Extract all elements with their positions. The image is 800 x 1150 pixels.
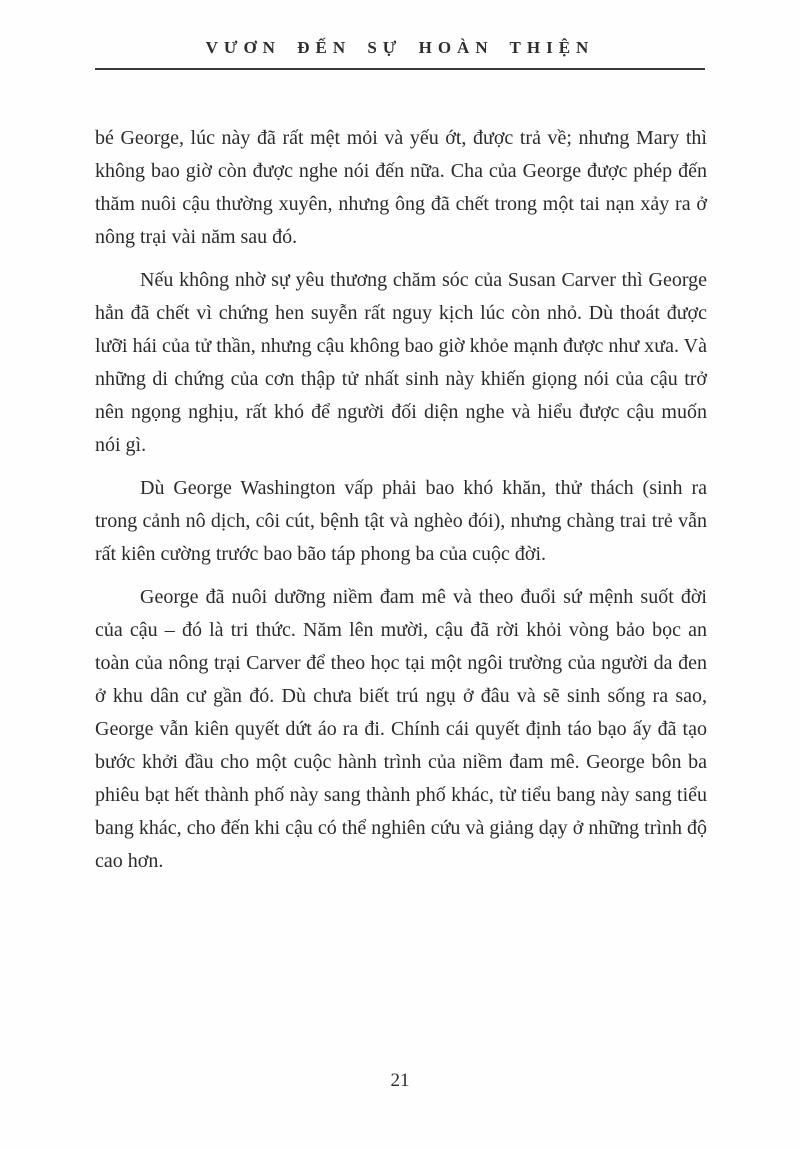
header-divider: [95, 68, 705, 70]
page-footer: [0, 1070, 800, 1092]
page-number: 21: [390, 1070, 410, 1091]
paragraph-2: Nếu không nhờ sự yêu thương chăm sóc của Susan Carver thì George hẳn đã chết vì chứng hen suyễn rất nguy kịch lúc còn nhỏ. Dù thoát được lưỡi hái của tử thần, nhưng cậu không bao giờ khỏe mạnh được như xưa. Và những di chứng của cơn thập tử nhất sinh này khiến giọng nói của cậu trở nên ngọng nghịu, rất khó để người đối diện nghe và hiểu được cậu muốn nói gì.: [95, 269, 707, 456]
paragraph-4: George đã nuôi dưỡng niềm đam mê và theo đuổi sứ mệnh suốt đời của cậu – đó là tri thức. Năm lên mười, cậu đã rời khỏi vòng bảo bọc an toàn của nông trại Carver để theo học tại một ngôi trường của người da đen ở khu dân cư gần đó. Dù chưa biết trú ngụ ở đâu và sẽ sinh sống ra sao, George vẫn kiên quyết dứt áo ra đi. Chính cái quyết định táo bạo ấy đã tạo bước khởi đầu cho một cuộc hành trình của niềm đam mê. George bôn ba phiêu bạt hết thành phố này sang thành phố khác, từ tiểu bang này sang tiểu bang khác, cho đến khi cậu có thể nghiên cứu và giảng dạy ở những trình độ cao hơn.: [95, 586, 707, 872]
running-header: [95, 38, 705, 70]
chapter-title: VƯƠN ĐẾN SỰ HOÀN THIỆN: [205, 38, 595, 57]
paragraph-1: bé George, lúc này đã rất mệt mỏi và yếu ớt, được trả về; nhưng Mary thì không bao giờ còn được nghe nói đến nữa. Cha của George được phép đến thăm nuôi cậu thường xuyên, nhưng ông đã chết trong một tai nạn xảy ra ở nông trại vài năm sau đó.: [95, 127, 707, 248]
paragraph-3: Dù George Washington vấp phải bao khó khăn, thử thách (sinh ra trong cảnh nô dịch, côi cút, bệnh tật và nghèo đói), nhưng chàng trai trẻ vẫn rất kiên cường trước bao bão táp phong ba của cuộc đời.: [95, 477, 707, 565]
body-text: [95, 122, 707, 888]
